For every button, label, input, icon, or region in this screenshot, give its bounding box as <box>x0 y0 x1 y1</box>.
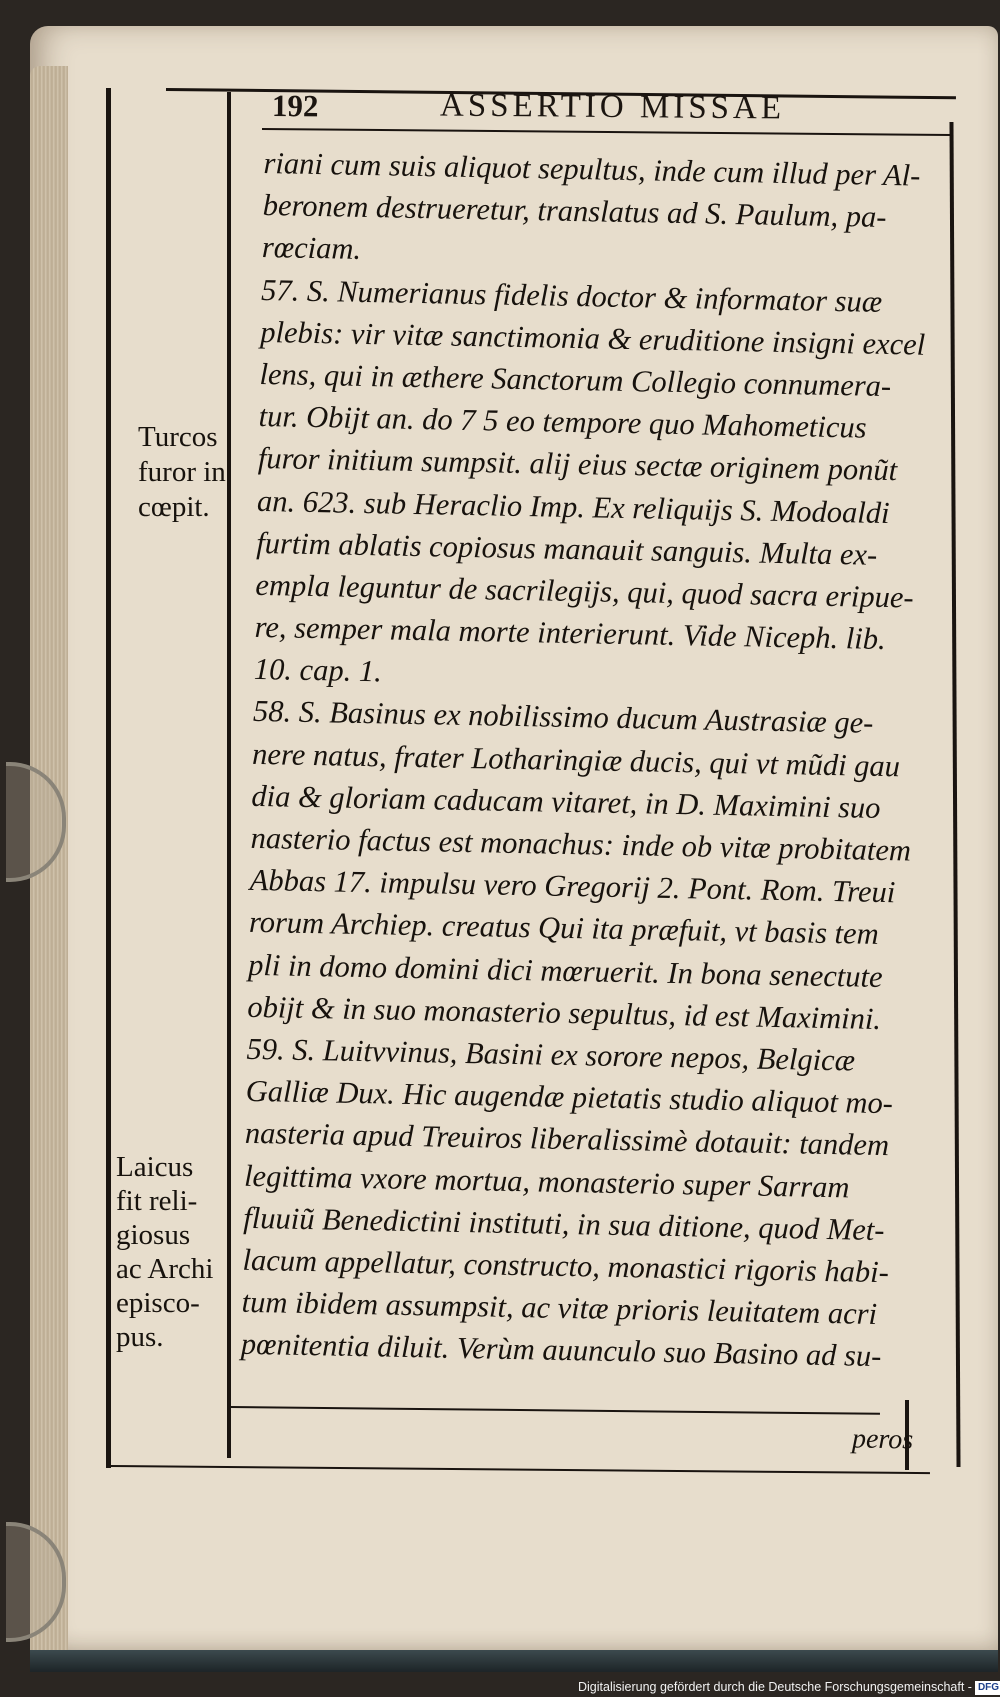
text-line: furor initium sumpsit. alij eius sectæ originem ponũt <box>257 441 898 488</box>
digitization-footer <box>578 1678 998 1697</box>
text-line: fluuiũ Benedictini instituti, in sua ditione, quod Met- <box>243 1200 885 1247</box>
page-number: 192 <box>271 88 319 124</box>
text-line: tum ibidem assumpsit, ac vitæ prioris leuitatem acri <box>241 1284 878 1332</box>
inner-margin-rule <box>227 92 231 1458</box>
text-line: pli in domo domini dici mœruerit. In bona senectute <box>247 947 883 994</box>
text-line: 57. S. Numerianus fidelis doctor & informator suæ <box>260 272 883 319</box>
margin-note-line: fit reli- <box>116 1185 198 1217</box>
text-line: lacum appellatur, constructo, monastici rigoris habi- <box>242 1242 890 1290</box>
text-line: re, semper mala morte interierunt. Vide Niceph. lib. <box>254 609 886 657</box>
text-line: 10. cap. 1. <box>253 652 383 689</box>
margin-note-line: Laicus <box>116 1151 194 1183</box>
catchword: peros <box>851 1423 914 1456</box>
text-line: empla leguntur de sacrilegijs, qui, quod sacra eripue- <box>255 567 914 615</box>
text-line: tur. Obijt an. do 7 5 eo tempore quo Mahometicus <box>258 399 867 445</box>
outer-margin-rule <box>106 88 111 1468</box>
margin-note-line: episco- <box>116 1287 200 1319</box>
margin-note-laicus <box>116 1150 213 1354</box>
margin-note-line: Turcos <box>138 421 218 453</box>
margin-note-line: cœpit. <box>138 491 210 523</box>
text-line: an. 623. sub Heraclio Imp. Ex reliquijs S. Modoaldi <box>256 483 890 530</box>
book-cover-edge <box>30 1650 998 1672</box>
margin-note-turcos <box>138 420 226 525</box>
text-line: 58. S. Basinus ex nobilissimo ducum Austrasiæ ge- <box>252 694 874 741</box>
dfg-logo: DFG <box>975 1681 1000 1695</box>
margin-note-line: furor in <box>138 456 226 488</box>
margin-note-line: ac Archi <box>116 1253 214 1285</box>
text-line: pœnitentia diluit. Verùm auunculo suo Basino ad su- <box>240 1327 882 1374</box>
text-line: obijt & in suo monasterio sepultus, id est Maximini. <box>247 989 882 1036</box>
text-line: Abbas 17. impulsu vero Gregorij 2. Pont. Rom. Treui <box>249 863 896 910</box>
text-line: Galliæ Dux. Hic augendæ pietatis studio aliquot mo- <box>245 1073 894 1121</box>
text-line: legittima vxore mortua, monasterio super Sarram <box>243 1158 850 1204</box>
text-line: nere natus, frater Lotharingiæ ducis, qui vt mũdi gau <box>251 736 901 783</box>
text-line: beronem destrueretur, translatus ad S. Paulum, pa- <box>262 188 887 235</box>
page-header <box>272 86 932 132</box>
text-line: 59. S. Luitvvinus, Basini ex sorore nepos, Belgicæ <box>246 1031 856 1078</box>
text-line: rœciam. <box>261 230 362 267</box>
text-line: lens, qui in æthere Sanctorum Collegio connumera- <box>259 356 892 404</box>
text-line: nasteria apud Treuiros liberalissimè dotauit: tandem <box>244 1116 890 1163</box>
text-line: dia & gloriam caducam vitaret, in D. Maximini suo <box>251 778 881 825</box>
text-line: riani cum suis aliquot sepultus, inde cum illud per Al- <box>263 145 921 193</box>
main-text-block <box>241 142 954 1378</box>
footer-credit: Digitalisierung gefördert durch die Deutsche Forschungsgemeinschaft - <box>578 1680 972 1694</box>
text-line: rorum Archiep. creatus Qui ita præfuit, vt basis tem <box>248 905 879 952</box>
text-line: nasterio factus est monachus: inde ob vitæ probitatem <box>250 820 912 868</box>
text-line: plebis: vir vitæ sanctimonia & eruditione insigni excel <box>260 314 926 362</box>
text-line: furtim ablatis copiosus manauit sanguis. Multa ex- <box>255 525 878 572</box>
margin-note-line: pus. <box>116 1321 164 1353</box>
running-head: ASSERTIO MISSAE <box>439 87 786 127</box>
margin-note-line: giosus <box>116 1219 191 1251</box>
